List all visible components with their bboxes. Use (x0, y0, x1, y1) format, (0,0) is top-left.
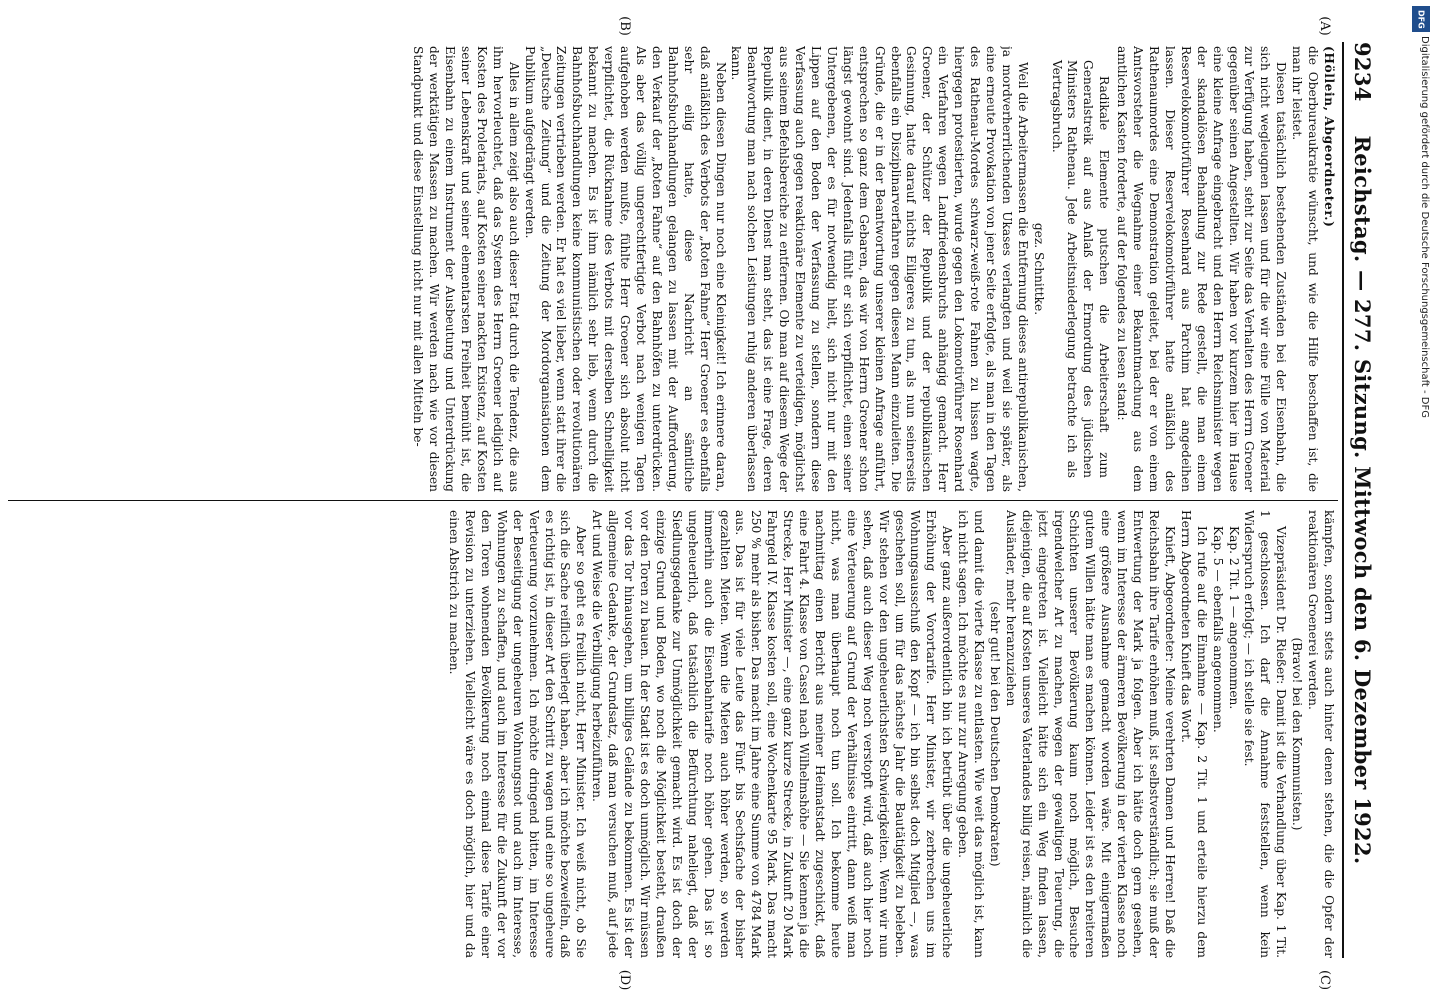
paragraph: Diesen tatsächlich bestehenden Zuständen bei der Eisenbahn, die sich nicht wegleugnen lassen und für die wir eine Fülle von Material zur Verfügung haben, steht zur Seite das Verhalten des Herrn Groener gegenüber seinen Angestellten. Wir haben vor kurzem hier im Hause eine kleine Anfrage eingebracht und den Herrn Reichsminister wegen der skandalösen Behandlung zur Rede gestellt, die man einem Reservelokomotivführer Rosenhard aus Parchim hat angedeihen lassen. Dieser Reservelokomotivführer hatte anläßlich des Rathenaumordes eine Demonstration geleitet, bei der er von einem Amtsvorsteher die Wegnahme einer Bekanntmachung aus dem amtlichen Kasten forderte, auf der folgendes zu lesen stand: (1115, 46, 1289, 492)
digitization-credit (1412, 6, 1430, 996)
paragraph: Aber ganz außerordentlich bin ich betrübt über die ungeheuerliche Erhöhung der Vorortarife. Herr Minister, wir zerbrechen uns im Wohnungsausschuß den Kopf — ich bin selbst doch Mitglied —, was geschehen soll, um für das nächste Jahr die Bautätigkeit zu beleben. Wir stehen vor den ungeheuerlichsten Schwierigkeiten. Wenn wir nun sehen, daß auch dieser Weg noch verstopft wird, daß auch hier noch eine Verteuerung auf Grund der Verhältnisse eintritt, dann weiß man nicht, was man überhaupt noch tun soll. Ich bekomme heute nachmittag einen Bericht aus meiner Heimatstadt zugeschickt, daß eine Fahrt 4. Klasse von Cassel nach Wilhelmshöhe — Sie kennen ja die Strecke, Herr Minister —, eine ganz kurze Strecke, in Zukunft 20 Mark Fahrgeld IV. Klasse kosten soll, eine Wochenkarte 95 Mark. Das macht 250 % mehr als bisher. Das macht im Jahre eine Summe von 4784 Mark aus. Das ist für viele Leute das Fünf- bis Sechsfache der bisher gezahlten Mieten. Wenn die Mieten auch höher werden, so werden immerhin auch die Eisenbahntarife noch höher gehen. Das ist so ungeheuerlich, daß tatsächlich die Befürchtung naheliegt, daß der Siedlungsgedanke zur Unmöglichkeit gemacht wird. Es ist doch der einzige Grund und Boden, wo noch die Möglichkeit besteht, draußen vor den Toren zu bauen. In der Stadt ist es doch unmöglich. Wir müssen vor das Tor hinausgehen, um billiges Gelände zu bekommen. Es ist der allgemeine Gedanke, der Grundsatz, daß man versuchen muß, auf jede Art und Weise die Verbilligung herbeizuführen. (590, 510, 955, 958)
margin-mark-d: (D) (617, 969, 632, 991)
paragraph: Neben diesen Dingen nur noch eine Kleinigkeit! Ich erinnere daran, daß anläßlich des Verbots der „Roten Fahne“ Herr Groener es ebenfalls sehr eilig hatte, diese Nachricht an sämtliche Bahnhofsbuchhandlungen gelangen zu lassen mit der Aufforderung, den Verkauf der „Roten Fahne“ auf den Bahnhöfen zu unterdrücken. Als aber das völlig ungerechtfertigte Verbot nach wenigen Tagen aufgehoben werden mußte, fühlte Herr Groener sich absolut nicht verpflichtet, die Rücknahme des Verbots mit derselben Schnelligkeit bekannt zu machen. Es ist ihm nämlich sehr lieb, wenn durch die Bahnhofsbuchhandlungen keine kommunistischen oder revolutionären Zeitungen vertrieben werden. Er hat es viel lieber, wenn statt ihrer die „Deutsche Zeitung“ und die Zeitung der Mordorganisationen dem Publikum aufgedrängt werden. (522, 46, 728, 492)
paragraph: Knieft, Abgeordneter: Meine verehrten Damen und Herren! Daß die Reichsbahn ihre Tarife erhöhen muß, ist selbstverständlich; sie muß der Entwertung der Mark ja folgen. Aber ich hätte doch gern gesehen, wenn im Interesse der ärmeren Bevölkerung in der vierten Klasse noch eine größere Ausnahme gemacht worden wäre. Mit einigermaßen gutem Willen hätte man es machen können. Leider ist es den breiteren Schichten unserer Bevölkerung kaum noch möglich, Besuche irgendwelcher Art zu machen, wegen der gewaltigen Teuerung, die jetzt eingetreten ist. Vielleicht hätte sich ein Weg finden lassen, diejenigen, die auf Kosten unseres Vaterlandes billig reisen, nämlich die Ausländer, mehr heranzuziehen (1003, 510, 1177, 958)
paragraph: die Oberbureaukratie wünscht, und wie die Hilfe beschaffen ist, die man ihr leistet. (1290, 46, 1321, 492)
right-column (12, 510, 1336, 958)
page-number: 9234 (1350, 42, 1376, 102)
paragraph: kämpfen, sondern stets auch hinter denen stehen, die die Opfer der reaktionären Groenerei werden. (1306, 510, 1336, 958)
dfg-logo: DFG (1412, 6, 1430, 32)
paragraph: Weil die Arbeitermassen die Entfernung dieses antirepublikanischen, ja mordverherrlichenden Ukases verlangten und weil sie später, als eine erneute Provokation von jener Seite erfolgte, als man in den Tagen des Rathenau-Mordes schwarz-weiß-rote Fahnen zu hissen wagte, hiergegen protestierten, wurde gegen den Lokomotivführer Rosenhard ein Verfahren wegen Landfriedensbruchs anhängig gemacht. Herr Groener, der Schützer der Republik und der republikanischen Gesinnung, hatte darauf nichts Eiligeres zu tun, als nun seinerseits ebenfalls ein Disziplinarverfahren gegen diesen Mann einzuleiten. Die Gründe, die er in der Beantwortung unserer kleinen Anfrage anführt, entsprechen so ganz dem Gebaren, das wir von Herrn Groener schon längst gewohnt sind. Jedenfalls fühlt er sich verpflichtet, einen seiner Untergebenen, der es für notwendig hielt, sich nicht nur mit den Lippen auf den Boden der Verfassung zu stellen, sondern diese Verfassung auch gegen reaktionäre Elemente zu verteidigen, möglichst aus seinem Befehlsbereiche zu entfernen. Ob man auf diesem Wege der Republik dient, in deren Dienst man steht, das ist eine Frage, deren Beantwortung man nach solchen Leistungen ruhig anderen überlassen kann. (729, 46, 1030, 492)
speaker-line: (Höllein, Abgeordneter.) (1322, 46, 1336, 228)
paragraph: Ich rufe auf die Einnahme — Kap. 2 Tit. 1 und erteile hierzu dem Herrn Abgeordneten Knieft das Wort. (1178, 510, 1209, 958)
notice-signature: gez. Schnittke. (1031, 222, 1046, 316)
margin-mark-c: (C) (1317, 969, 1332, 991)
left-column (12, 46, 1336, 492)
interjection: (sehr gut! bei den Deutschen Demokraten) (987, 601, 1002, 867)
column-divider (8, 500, 1338, 501)
margin-mark-b: (B) (617, 16, 632, 36)
paragraph: Alles in allem zeigt also auch dieser Etat durch die Tendenz, die aus ihm hervorleuchtet, daß das System des Herrn Groener lediglich auf Kosten des Proletariats, auf Kosten seiner nackten Existenz, auf Kosten seiner Lebenskraft und seiner elementarsten Freiheit bemüht ist, die Eisenbahn zu einem Instrument der Ausbeutung und Unterdrückung der werktätigen Massen zu machen. Wir werden nach wie vor diesen Standpunkt und diese Einstellung nicht nur mit allen Mitteln be- (411, 46, 521, 492)
paragraph: und damit die vierte Klasse zu entlasten. Wie weit das möglich ist, kann ich nicht sagen. Ich möchte es nur zur Anregung geben. (956, 510, 987, 958)
margin-mark-a: (A) (1317, 16, 1332, 36)
paragraph: Kap. 5 — ebenfalls angenommen. (1210, 526, 1225, 733)
paragraph: Kap. 2 Tit. 1 — angenommen. (1226, 526, 1241, 710)
running-title: Reichstag. — 277. Sitzung. Mittwoch den 6. Dezember 1922. (1350, 135, 1376, 865)
paragraph: Aber so geht es freilich nicht, Herr Minister. Ich weiß nicht, ob Sie sich die Sache reiflich überlegt haben, aber ich möchte bezweifeln, daß es richtig ist, in dieser Art den Schritt zu wagen und eine so ungeheure Verteuerung vorzunehmen. Ich möchte dringend bitten, im Interesse der Beseitigung der ungeheuren Wohnungsnot und auch im Interesse, Wohnungen zu schaffen, und auch im Interesse für die Zukunft der vor den Toren wohnenden Bevölkerung noch einmal diese Tarife einer Revision zu unterziehen. Vielleicht wäre es doch möglich, hier und da einen Abstrich zu machen. (447, 510, 589, 958)
paragraph: Vizepräsident Dr. Rießer: Damit ist die Verhandlung über Kap. 1 Tit. 1 geschlossen. Ich darf die Annahme feststellen, wenn kein Widerspruch erfolgt; — ich stelle sie fest. (1242, 510, 1289, 958)
header-rule (1342, 42, 1344, 958)
interjection: (Bravo! bei den Kommunisten.) (1290, 637, 1305, 831)
page-header (1346, 42, 1380, 958)
quoted-notice: Radikale Elemente putschen die Arbeiterschaft zum Generalstreik auf aus Anlaß der Ermordung des jüdischen Ministers Rathenau. Jede Arbeitsniederlegung betrachte ich als Vertragsbruch. (1049, 60, 1112, 478)
credit-text: Digitalisierung gefördert durch die Deutsche Forschungsgemeinschaft - DFG (1419, 36, 1430, 419)
